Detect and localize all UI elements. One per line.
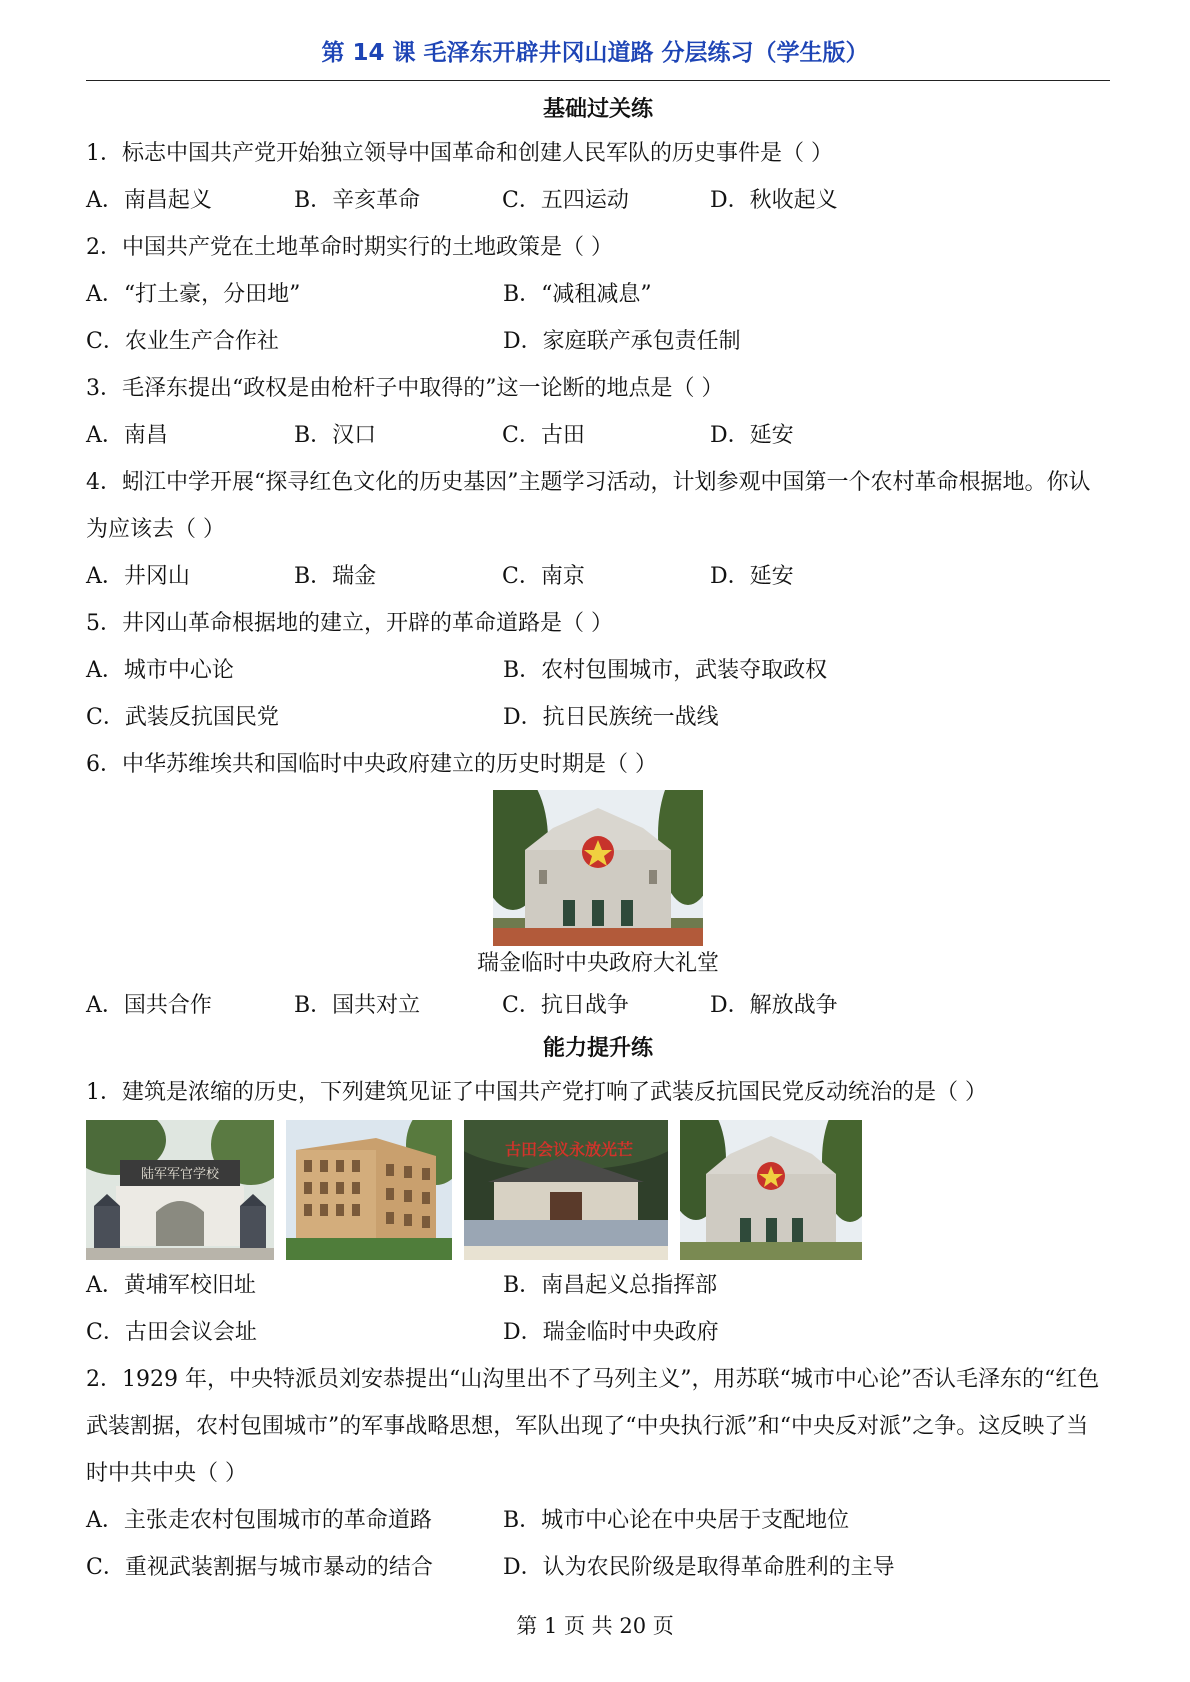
option-d[interactable]: D．解放战争 <box>710 993 838 1018</box>
question-stem: 5．井冈山革命根据地的建立，开辟的革命道路是（ ） <box>86 611 613 636</box>
option-b[interactable]: B．瑞金 <box>294 564 377 589</box>
option-a[interactable]: A．南昌 <box>86 423 168 448</box>
question-adv-2 <box>86 1356 1110 1591</box>
options-row <box>86 1309 1110 1356</box>
option-d[interactable]: D．延安 <box>710 564 794 589</box>
question-stem: 4．蚓江中学开展“探寻红色文化的历史基因”主题学习活动，计划参观中国第一个农村革命根据地。你认为应该去（ ） <box>86 470 1091 542</box>
section-title-advanced: 能力提升练 <box>542 1036 653 1061</box>
option-c[interactable]: C．抗日战争 <box>502 993 629 1018</box>
question-2 <box>86 224 1110 365</box>
option-b[interactable]: B．农村包围城市，武装夺取政权 <box>503 658 828 683</box>
option-c[interactable]: C．五四运动 <box>502 188 629 213</box>
option-a[interactable]: A．南昌起义 <box>86 188 212 213</box>
option-a[interactable]: A．“打土豪，分田地” <box>86 282 301 307</box>
option-a[interactable]: A．黄埔军校旧址 <box>86 1273 256 1298</box>
worksheet-content <box>86 90 1110 1591</box>
gutian-photo <box>464 1120 668 1260</box>
gutian-sign-text: 古田会议永放光芒 <box>504 1140 633 1159</box>
huangpu-sign-text: 陆军军官学校 <box>140 1167 219 1182</box>
question-4 <box>86 459 1110 600</box>
option-c[interactable]: C．武装反抗国民党 <box>86 705 279 730</box>
page-header-title: 第 14 课 毛泽东开辟井冈山道路 分层练习（学生版） <box>321 40 869 66</box>
question-6 <box>86 741 1110 1029</box>
options-row <box>86 1262 1110 1309</box>
options-row <box>86 647 1110 694</box>
options-row <box>86 553 1110 600</box>
options-row <box>86 1544 1110 1591</box>
option-b[interactable]: B．辛亥革命 <box>294 188 421 213</box>
figure-caption: 瑞金临时中央政府大礼堂 <box>476 951 719 976</box>
option-a[interactable]: A．井冈山 <box>86 564 190 589</box>
huangpu-photo <box>86 1120 274 1260</box>
options-row <box>86 177 1110 224</box>
ruijin-hall-photo <box>493 790 703 946</box>
options-row <box>86 412 1110 459</box>
option-b[interactable]: B．城市中心论在中央居于支配地位 <box>503 1508 850 1533</box>
options-row <box>86 271 1110 318</box>
question-stem: 2．1929 年，中央特派员刘安恭提出“山沟里出不了马列主义”，用苏联“城市中心论”否认毛泽东的“红色武装割据，农村包围城市”的军事战略思想，军队出现了“中央执行派”和“中央反对派”之争。这反映了当时中共中央（ ） <box>86 1367 1100 1486</box>
section-title-basic: 基础过关练 <box>542 97 653 122</box>
options-row <box>86 982 1110 1029</box>
question-1 <box>86 130 1110 224</box>
option-d[interactable]: D．延安 <box>710 423 794 448</box>
question-adv-1 <box>86 1069 1110 1356</box>
option-d[interactable]: D．认为农民阶级是取得革命胜利的主导 <box>503 1555 895 1580</box>
options-row <box>86 318 1110 365</box>
option-c[interactable]: C．古田 <box>502 423 585 448</box>
ruijin-photo <box>680 1120 862 1260</box>
options-row <box>86 1497 1110 1544</box>
option-a[interactable]: A．主张走农村包围城市的革命道路 <box>86 1508 432 1533</box>
question-5 <box>86 600 1110 741</box>
option-c[interactable]: C．古田会议会址 <box>86 1320 257 1345</box>
question-3 <box>86 365 1110 459</box>
photo-row <box>86 1120 1110 1260</box>
question-stem: 1．建筑是浓缩的历史，下列建筑见证了中国共产党打响了武装反抗国民党反动统治的是（ ） <box>86 1080 987 1105</box>
question-stem: 6．中华苏维埃共和国临时中央政府建立的历史时期是（ ） <box>86 752 657 777</box>
option-c[interactable]: C．南京 <box>502 564 585 589</box>
option-d[interactable]: D．抗日民族统一战线 <box>503 705 719 730</box>
option-b[interactable]: B．南昌起义总指挥部 <box>503 1273 718 1298</box>
option-d[interactable]: D．瑞金临时中央政府 <box>503 1320 719 1345</box>
page-footer: 第 1 页 共 20 页 <box>516 1614 674 1638</box>
option-a[interactable]: A．城市中心论 <box>86 658 234 683</box>
question-stem: 3．毛泽东提出“政权是由枪杆子中取得的”这一论断的地点是（ ） <box>86 376 724 401</box>
option-a[interactable]: A．国共合作 <box>86 993 212 1018</box>
options-row <box>86 694 1110 741</box>
option-b[interactable]: B．“减租减息” <box>503 282 652 307</box>
question-stem: 1．标志中国共产党开始独立领导中国革命和创建人民军队的历史事件是（ ） <box>86 141 833 166</box>
option-d[interactable]: D．秋收起义 <box>710 188 838 213</box>
option-c[interactable]: C．农业生产合作社 <box>86 329 279 354</box>
question-stem: 2．中国共产党在土地革命时期实行的土地政策是（ ） <box>86 235 613 260</box>
option-b[interactable]: B．汉口 <box>294 423 377 448</box>
option-d[interactable]: D．家庭联产承包责任制 <box>503 329 741 354</box>
option-b[interactable]: B．国共对立 <box>294 993 421 1018</box>
header-divider <box>86 80 1110 81</box>
option-c[interactable]: C．重视武装割据与城市暴动的结合 <box>86 1555 433 1580</box>
figure-ruijin <box>86 788 1110 946</box>
nanchang-photo <box>286 1120 452 1260</box>
